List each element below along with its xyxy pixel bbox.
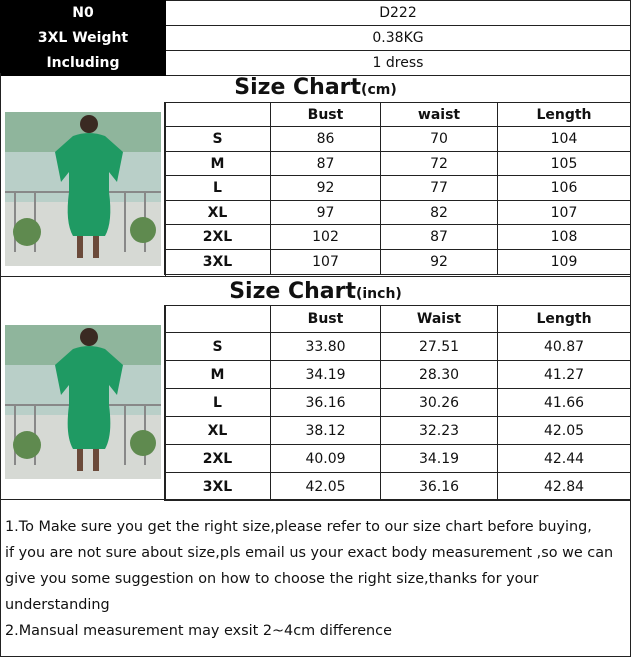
info-label: Including	[1, 51, 166, 76]
chart-unit: (cm)	[361, 82, 397, 98]
product-photo-cell	[1, 102, 166, 276]
table-header-row	[165, 103, 631, 127]
chart-unit: (inch)	[355, 286, 402, 302]
note-line: give you some suggestion on how to choose the right size,thanks for your	[5, 571, 539, 587]
waist-cell: 92	[381, 250, 498, 275]
length-cell: 109	[498, 250, 631, 275]
length-cell: 42.05	[498, 417, 631, 445]
size-header-cell	[165, 306, 271, 333]
length-cell: 41.66	[498, 389, 631, 417]
length-cell: 105	[498, 152, 631, 176]
column-header: Bust	[270, 103, 380, 127]
note-line: understanding	[5, 597, 110, 613]
size-cell: M	[165, 152, 271, 176]
cm-chart-title	[0, 73, 631, 103]
table-row	[165, 176, 631, 201]
cm-size-table	[164, 102, 631, 275]
bust-cell: 87	[270, 152, 380, 176]
info-row	[1, 26, 631, 51]
size-cell: M	[165, 361, 271, 389]
length-cell: 106	[498, 176, 631, 201]
size-cell: 2XL	[165, 225, 271, 250]
length-cell: 107	[498, 201, 631, 225]
bust-cell: 86	[270, 127, 380, 152]
waist-cell: 82	[381, 201, 498, 225]
size-cell: XL	[165, 201, 271, 225]
table-row	[165, 333, 631, 361]
length-cell: 104	[498, 127, 631, 152]
waist-cell: 72	[381, 152, 498, 176]
waist-cell: 27.51	[381, 333, 498, 361]
size-cell: L	[165, 389, 271, 417]
bust-cell: 97	[270, 201, 380, 225]
waist-cell: 70	[381, 127, 498, 152]
note-line: if you are not sure about size,pls email us your exact body measurement ,so we can	[5, 545, 614, 561]
column-header: Waist	[381, 306, 498, 333]
bust-cell: 34.19	[270, 361, 380, 389]
waist-cell: 30.26	[381, 389, 498, 417]
inch-chart-title	[0, 276, 631, 306]
note-line: 1.To Make sure you get the right size,please refer to our size chart before buying,	[5, 519, 592, 535]
bust-cell: 33.80	[270, 333, 380, 361]
column-header: Length	[498, 306, 631, 333]
bust-cell: 36.16	[270, 389, 380, 417]
size-cell: 3XL	[165, 473, 271, 501]
note-line: 2.Mansual measurement may exsit 2~4cm difference	[5, 623, 392, 639]
size-cell: 2XL	[165, 445, 271, 473]
inch-size-table	[164, 305, 631, 501]
info-label: N0	[1, 1, 166, 26]
dress-photo	[5, 112, 161, 266]
info-value: D222	[166, 1, 631, 26]
column-header: waist	[381, 103, 498, 127]
size-cell: L	[165, 176, 271, 201]
size-cell: XL	[165, 417, 271, 445]
product-info-table	[0, 0, 631, 76]
table-row	[165, 445, 631, 473]
bust-cell: 38.12	[270, 417, 380, 445]
column-header: Bust	[270, 306, 380, 333]
length-cell: 108	[498, 225, 631, 250]
info-label: 3XL Weight	[1, 26, 166, 51]
waist-cell: 32.23	[381, 417, 498, 445]
table-row	[165, 152, 631, 176]
product-photo-cell	[1, 305, 166, 500]
chart-title-text: Size Chart	[234, 75, 362, 100]
table-row	[165, 361, 631, 389]
length-cell: 41.27	[498, 361, 631, 389]
size-cell: S	[165, 127, 271, 152]
info-row	[1, 1, 631, 26]
cm-size-block	[0, 102, 631, 276]
waist-cell: 77	[381, 176, 498, 201]
table-row	[165, 201, 631, 225]
table-row	[165, 389, 631, 417]
dress-photo	[5, 325, 161, 479]
size-cell: 3XL	[165, 250, 271, 275]
table-row	[165, 250, 631, 275]
waist-cell: 36.16	[381, 473, 498, 501]
table-row	[165, 417, 631, 445]
info-value: 0.38KG	[166, 26, 631, 51]
size-cell: S	[165, 333, 271, 361]
info-row	[1, 51, 631, 76]
table-row	[165, 225, 631, 250]
table-header-row	[165, 306, 631, 333]
waist-cell: 34.19	[381, 445, 498, 473]
table-row	[165, 473, 631, 501]
waist-cell: 28.30	[381, 361, 498, 389]
bust-cell: 40.09	[270, 445, 380, 473]
size-notes	[0, 499, 631, 657]
column-header: Length	[498, 103, 631, 127]
info-value: 1 dress	[166, 51, 631, 76]
length-cell: 40.87	[498, 333, 631, 361]
chart-title-text: Size Chart	[229, 279, 356, 304]
bust-cell: 92	[270, 176, 380, 201]
length-cell: 42.84	[498, 473, 631, 501]
size-header-cell	[165, 103, 271, 127]
inch-size-block	[0, 305, 631, 500]
waist-cell: 87	[381, 225, 498, 250]
bust-cell: 42.05	[270, 473, 380, 501]
bust-cell: 107	[270, 250, 380, 275]
length-cell: 42.44	[498, 445, 631, 473]
bust-cell: 102	[270, 225, 380, 250]
table-row	[165, 127, 631, 152]
